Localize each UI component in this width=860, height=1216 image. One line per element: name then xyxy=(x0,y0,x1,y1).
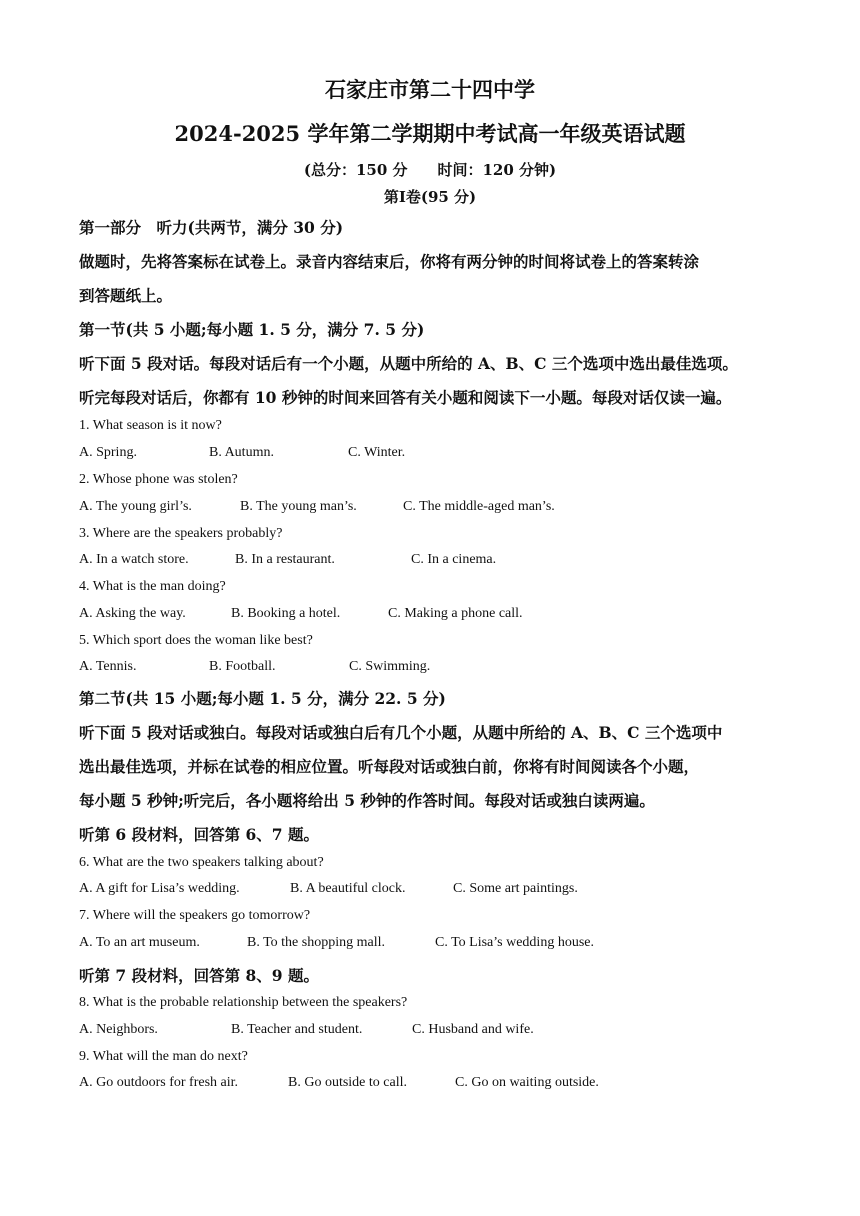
option-a: A. Spring. xyxy=(79,445,137,460)
section2-instruction-line3: 每小题 5 秒钟;听完后，各小题将给出 5 秒钟的作答时间。每段对话或独白读两遍。 xyxy=(79,791,655,810)
option-b: B. Autumn. xyxy=(209,445,274,460)
option-c: C. To Lisa’s wedding house. xyxy=(435,935,594,950)
question-stem: 9. What will the man do next? xyxy=(79,1049,248,1064)
score-time: (总分：150 分 时间：120 分钟) xyxy=(303,161,557,179)
option-b: B. Go outside to call. xyxy=(288,1075,407,1090)
option-b: B. In a restaurant. xyxy=(235,552,335,567)
option-a: A. A gift for Lisa’s wedding. xyxy=(79,881,240,896)
section2-instruction-line2: 选出最佳选项，并标在试卷的相应位置。听每段对话或独白前，你将有时间阅读各个小题， xyxy=(79,757,700,776)
part1-title: 第一部分 听力(共两节，满分 30 分) xyxy=(79,218,344,237)
option-b: B. Teacher and student. xyxy=(231,1022,363,1037)
option-b: B. To the shopping mall. xyxy=(247,935,385,950)
question-stem: 5. Which sport does the woman like best? xyxy=(79,633,313,648)
option-b: B. The young man’s. xyxy=(240,499,357,514)
option-b: B. Booking a hotel. xyxy=(231,606,341,621)
section2-instruction-line1: 听下面 5 段对话或独白。每段对话或独白后有几个小题，从题中所给的 A、B、C 三个选项中 xyxy=(79,723,723,742)
option-a: A. In a watch store. xyxy=(79,552,189,567)
section1-title: 第一节(共 5 小题;每小题 1. 5 分，满分 7. 5 分) xyxy=(79,320,425,339)
question-stem: 3. Where are the speakers probably? xyxy=(79,526,283,541)
question-stem: 7. Where will the speakers go tomorrow? xyxy=(79,908,311,923)
part1-instruction-line1: 做题时，先将答案标在试卷上。录音内容结束后，你将有两分钟的时间将试卷上的答案转涂 xyxy=(79,252,700,271)
section2-title: 第二节(共 15 小题;每小题 1. 5 分，满分 22. 5 分) xyxy=(79,689,446,708)
question-stem: 4. What is the man doing? xyxy=(79,579,226,594)
question-stem: 1. What season is it now? xyxy=(79,418,222,433)
option-c: C. Making a phone call. xyxy=(388,606,523,621)
option-a: A. Neighbors. xyxy=(79,1022,158,1037)
option-c: C. Husband and wife. xyxy=(412,1022,534,1037)
option-a: A. Go outdoors for fresh air. xyxy=(79,1075,239,1090)
option-a: A. The young girl’s. xyxy=(79,499,192,514)
material-6-heading: 听第 6 段材料，回答第 6、7 题。 xyxy=(79,825,319,844)
option-a: A. To an art museum. xyxy=(79,935,200,950)
question-stem: 2. Whose phone was stolen? xyxy=(79,472,238,487)
option-c: C. Winter. xyxy=(348,445,406,460)
material-7-heading: 听第 7 段材料，回答第 8、9 题。 xyxy=(79,966,319,985)
school-name: 石家庄市第二十四中学 xyxy=(325,77,535,102)
question-stem: 6. What are the two speakers talking about? xyxy=(79,855,324,870)
part1-instruction-line2: 到答题纸上。 xyxy=(79,286,173,305)
option-c: C. Some art paintings. xyxy=(453,881,578,896)
exam-title: 2024-2025 学年第二学期期中考试高一年级英语试题 xyxy=(174,121,686,146)
section1-instruction-line1: 听下面 5 段对话。每段对话后有一个小题，从题中所给的 A、B、C 三个选项中选出最佳选项。 xyxy=(79,354,738,373)
option-c: C. In a cinema. xyxy=(411,552,497,567)
option-a: A. Tennis. xyxy=(79,659,137,674)
section1-instruction-line2: 听完每段对话后，你都有 10 秒钟的时间来回答有关小题和阅读下一小题。每段对话仅读一遍。 xyxy=(79,388,732,407)
option-c: C. The middle-aged man’s. xyxy=(403,499,555,514)
option-b: B. A beautiful clock. xyxy=(290,881,406,896)
option-a: A. Asking the way. xyxy=(79,606,186,621)
option-b: B. Football. xyxy=(209,659,276,674)
volume-title: 第Ⅰ卷(95 分) xyxy=(383,188,477,206)
option-c: C. Go on waiting outside. xyxy=(455,1075,599,1090)
question-stem: 8. What is the probable relationship between the speakers? xyxy=(79,995,408,1010)
option-c: C. Swimming. xyxy=(349,659,431,674)
